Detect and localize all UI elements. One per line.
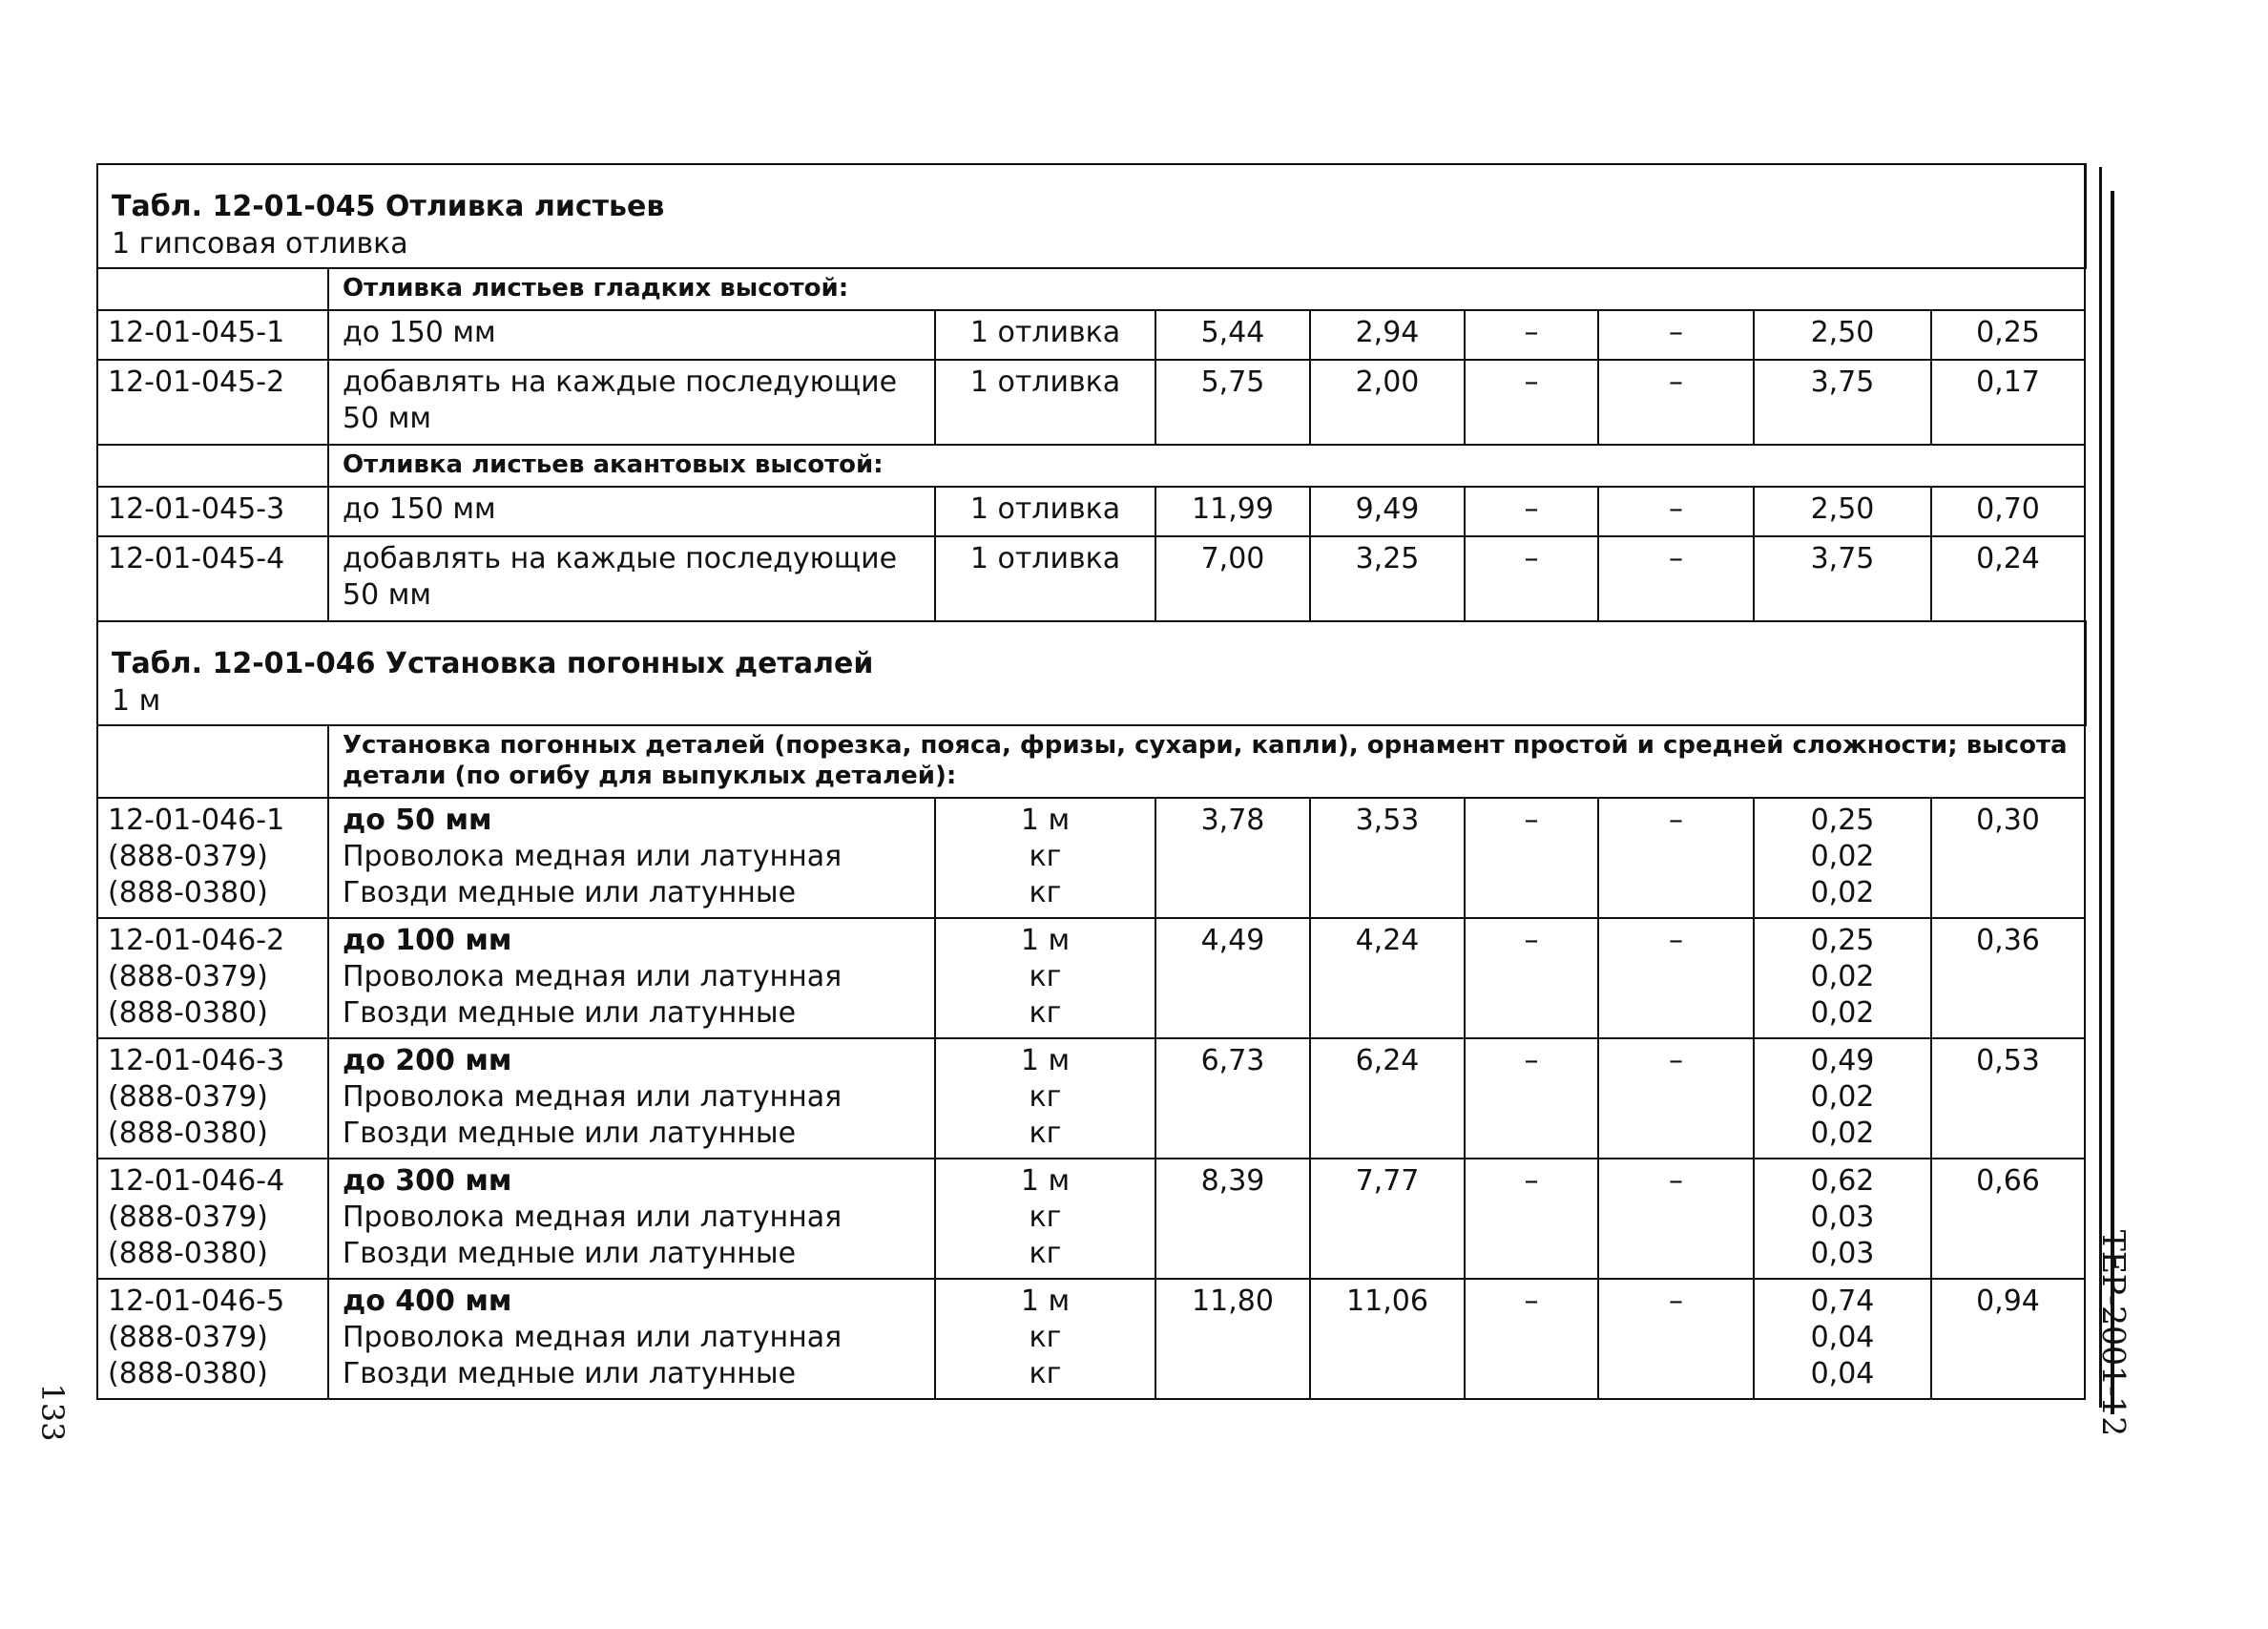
value-v4: – [1598,310,1754,360]
work-description-line: Проволока медная или латунная [343,960,843,993]
value-v6: 0,25 [1931,310,2085,360]
value-v1: 4,49 [1155,918,1310,1038]
work-description-line: Проволока медная или латунная [343,1321,843,1354]
value-v5: 2,50 [1754,487,1931,536]
value-v4: – [1598,536,1754,621]
measure-unit-line: кг [1029,1357,1062,1390]
value-v3: – [1465,1159,1598,1279]
rate-code-line: 12-01-046-4 [108,1164,285,1198]
table-row [97,798,2085,918]
value-v5: 2,50 [1754,310,1931,360]
measure-unit [935,1159,1155,1279]
work-description [328,1038,935,1159]
measure-unit-line: 1 м [1020,1164,1071,1198]
rate-code-line: (888-0380) [108,1357,268,1390]
value-v6: 0,24 [1931,536,2085,621]
rate-code-line: 12-01-046-1 [108,804,285,837]
value-v4: – [1598,1038,1754,1159]
rate-code: 12-01-045-1 [97,310,328,360]
value-v2: 7,77 [1310,1159,1465,1279]
work-description: добавлять на каждые последующие 50 мм [328,536,935,621]
value-v5 [1754,1159,1931,1279]
measure-unit-line: кг [1029,1321,1062,1354]
value-v5-line: 0,04 [1810,1321,1875,1354]
value-v4: – [1598,487,1754,536]
section-heading: Отливка листьев гладких высотой: [328,268,2085,310]
value-v1: 11,99 [1155,487,1310,536]
value-v2: 2,00 [1310,360,1465,445]
value-v1: 5,75 [1155,360,1310,445]
value-v3: – [1465,360,1598,445]
table-row [97,1279,2085,1399]
rate-code [97,1038,328,1159]
value-v6: 0,53 [1931,1038,2085,1159]
rate-code [97,918,328,1038]
measure-unit [935,1279,1155,1399]
value-v2: 11,06 [1310,1279,1465,1399]
measure-unit-line: 1 м [1020,924,1071,957]
table-unit: 1 м [112,684,161,718]
rate-code-line: (888-0379) [108,960,268,993]
value-v2: 2,94 [1310,310,1465,360]
value-v5-line: 0,02 [1810,996,1875,1030]
value-v5-line: 0,02 [1810,1117,1875,1150]
work-description-line: Гвозди медные или латунные [343,1357,797,1390]
rate-code-line: (888-0379) [108,1201,268,1234]
work-description-line: до 400 мм [343,1284,512,1318]
work-description-line: Проволока медная или латунная [343,1201,843,1234]
value-v5-line: 0,03 [1810,1201,1875,1234]
measure-unit-line: кг [1029,1080,1062,1114]
value-v5-line: 0,02 [1810,876,1875,909]
table-046-header [97,621,2085,725]
work-description-line: Гвозди медные или латунные [343,1117,797,1150]
value-v2: 6,24 [1310,1038,1465,1159]
work-description-line: до 200 мм [343,1044,512,1077]
rate-code: 12-01-045-2 [97,360,328,445]
measure-unit-line: 1 м [1020,1044,1071,1077]
value-v5 [1754,798,1931,918]
rate-code-line: (888-0380) [108,876,268,909]
table-title: Табл. 12-01-046 Установка погонных деталей [112,647,874,680]
work-description-line: до 300 мм [343,1164,512,1198]
value-v5-line: 0,02 [1810,1080,1875,1114]
value-v5: 3,75 [1754,360,1931,445]
value-v5-line: 0,25 [1810,804,1875,837]
measure-unit: 1 отливка [935,536,1155,621]
value-v2: 4,24 [1310,918,1465,1038]
value-v3: – [1465,798,1598,918]
value-v3: – [1465,487,1598,536]
rate-code-line: (888-0379) [108,1080,268,1114]
work-description [328,798,935,918]
value-v2: 3,25 [1310,536,1465,621]
value-v5-line: 0,02 [1810,840,1875,873]
measure-unit-line: кг [1029,1201,1062,1234]
value-v1: 6,73 [1155,1038,1310,1159]
measure-unit [935,918,1155,1038]
value-v3: – [1465,1279,1598,1399]
value-v3: – [1465,310,1598,360]
table-row [97,536,2085,621]
value-v6: 0,17 [1931,360,2085,445]
value-v2: 3,53 [1310,798,1465,918]
page-number: 133 [34,1383,71,1442]
work-description-line: до 50 мм [343,804,492,837]
value-v5 [1754,1038,1931,1159]
value-v5-line: 0,03 [1810,1237,1875,1270]
value-v5-line: 0,04 [1810,1357,1875,1390]
rate-code-line: (888-0380) [108,1117,268,1150]
value-v5-line: 0,74 [1810,1284,1875,1318]
measure-unit [935,798,1155,918]
rates-table [96,163,2087,1400]
work-description-line: Проволока медная или латунная [343,1080,843,1114]
value-v4: – [1598,1159,1754,1279]
value-v3: – [1465,536,1598,621]
rate-code-line: (888-0379) [108,1321,268,1354]
work-description-line: Проволока медная или латунная [343,840,843,873]
value-v6: 0,94 [1931,1279,2085,1399]
table-row [97,360,2085,445]
rate-code-line: (888-0379) [108,840,268,873]
value-v4: – [1598,360,1754,445]
value-v3: – [1465,918,1598,1038]
measure-unit: 1 отливка [935,487,1155,536]
value-v2: 9,49 [1310,487,1465,536]
table-045-header [97,164,2085,268]
section-heading: Отливка листьев акантовых высотой: [328,445,2085,487]
value-v6: 0,70 [1931,487,2085,536]
table-row [97,487,2085,536]
measure-unit-line: кг [1029,996,1062,1030]
work-description: до 150 мм [328,487,935,536]
value-v5-line: 0,49 [1810,1044,1875,1077]
work-description-line: Гвозди медные или латунные [343,876,797,909]
rate-code-line: 12-01-046-2 [108,924,285,957]
table-row [97,1159,2085,1279]
table-row [97,918,2085,1038]
measure-unit: 1 отливка [935,310,1155,360]
rate-code: 12-01-045-3 [97,487,328,536]
work-description-line: Гвозди медные или латунные [343,1237,797,1270]
measure-unit-line: кг [1029,960,1062,993]
section-code-cell [97,725,328,798]
table-row [97,1038,2085,1159]
value-v6: 0,66 [1931,1159,2085,1279]
measure-unit-line: 1 м [1020,804,1071,837]
measure-unit: 1 отливка [935,360,1155,445]
table-unit: 1 гипсовая отливка [112,227,408,261]
work-description [328,1279,935,1399]
value-v5 [1754,918,1931,1038]
value-v5: 3,75 [1754,536,1931,621]
value-v5-line: 0,25 [1810,924,1875,957]
rate-code-line: 12-01-046-3 [108,1044,285,1077]
measure-unit-line: кг [1029,876,1062,909]
value-v1: 8,39 [1155,1159,1310,1279]
section-code-cell [97,268,328,310]
value-v1: 11,80 [1155,1279,1310,1399]
work-description [328,918,935,1038]
value-v5-line: 0,62 [1810,1164,1875,1198]
rate-code [97,1279,328,1399]
rate-code-line: (888-0380) [108,1237,268,1270]
value-v6: 0,36 [1931,918,2085,1038]
work-description: до 150 мм [328,310,935,360]
work-description: добавлять на каждые последующие 50 мм [328,360,935,445]
value-v4: – [1598,798,1754,918]
rate-code-line: 12-01-046-5 [108,1284,285,1318]
section-code-cell [97,445,328,487]
value-v5-line: 0,02 [1810,960,1875,993]
rate-code [97,798,328,918]
value-v4: – [1598,1279,1754,1399]
document-code: ТЕР-2001-12 [2095,1229,2133,1437]
value-v6: 0,30 [1931,798,2085,918]
work-description [328,1159,935,1279]
value-v4: – [1598,918,1754,1038]
table-row [97,310,2085,360]
section-heading: Установка погонных деталей (порезка, пояса, фризы, сухари, капли), орнамент простой и средней сложности; высота детали (по огибу для выпуклых деталей): [328,725,2085,798]
value-v5 [1754,1279,1931,1399]
table-title: Табл. 12-01-045 Отливка листьев [112,190,665,223]
measure-unit-line: кг [1029,840,1062,873]
measure-unit-line: кг [1029,1237,1062,1270]
measure-unit [935,1038,1155,1159]
rate-code: 12-01-045-4 [97,536,328,621]
measure-unit-line: 1 м [1020,1284,1071,1318]
rate-code-line: (888-0380) [108,996,268,1030]
work-description-line: до 100 мм [343,924,512,957]
work-description-line: Гвозди медные или латунные [343,996,797,1030]
value-v1: 3,78 [1155,798,1310,918]
value-v1: 7,00 [1155,536,1310,621]
value-v3: – [1465,1038,1598,1159]
rate-code [97,1159,328,1279]
value-v1: 5,44 [1155,310,1310,360]
measure-unit-line: кг [1029,1117,1062,1150]
